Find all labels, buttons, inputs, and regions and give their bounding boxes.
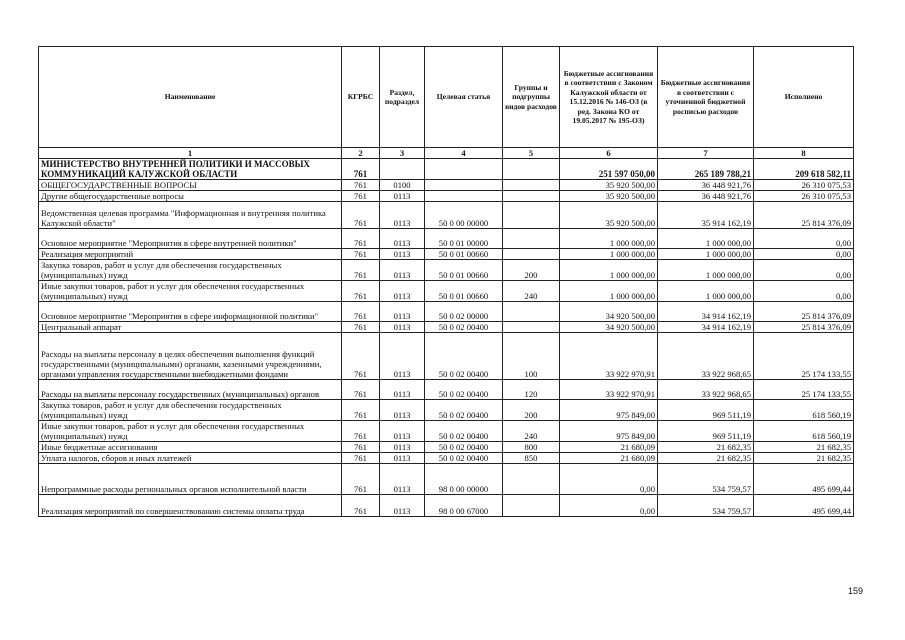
cell-zakon: 0,00 [560, 464, 658, 495]
cell-statya: 50 0 02 00400 [425, 421, 503, 442]
cell-kgrbs: 761 [342, 191, 380, 202]
cell-statya [425, 159, 503, 180]
cell-vid [503, 159, 560, 180]
cell-kgrbs: 761 [342, 453, 380, 464]
budget-table-container [38, 46, 853, 517]
cell-statya [425, 191, 503, 202]
cell-utoch: 534 759,57 [658, 464, 754, 495]
cell-name: Расходы на выплаты персоналу в целях обеспечения выполнения функций государственными (муниципальными) органами, казенными учреждениями, органами управления государственными внебюджетными фондами [39, 333, 342, 380]
cell-zakon: 35 920 500,00 [560, 191, 658, 202]
cell-kgrbs: 761 [342, 495, 380, 517]
cell-utoch: 969 511,19 [658, 400, 754, 421]
table-row [39, 281, 854, 302]
cell-isp: 495 699,44 [754, 495, 854, 517]
cell-utoch: 1 000 000,00 [658, 229, 754, 249]
cell-razdel: 0113 [380, 333, 425, 380]
table-row [39, 249, 854, 260]
cell-kgrbs: 761 [342, 400, 380, 421]
cell-razdel [380, 159, 425, 180]
cell-vid: 100 [503, 333, 560, 380]
cell-vid [503, 180, 560, 191]
cell-razdel: 0113 [380, 453, 425, 464]
cell-zakon: 21 680,09 [560, 442, 658, 453]
table-row [39, 380, 854, 400]
cell-vid: 800 [503, 442, 560, 453]
cell-name: Иные закупки товаров, работ и услуг для обеспечения государственных (муниципальных) нужд [39, 421, 342, 442]
cell-vid [503, 202, 560, 229]
cell-zakon: 34 920 500,00 [560, 302, 658, 322]
cell-zakon: 34 920 500,00 [560, 322, 658, 333]
cell-zakon: 33 922 970,91 [560, 380, 658, 400]
cell-isp: 618 560,19 [754, 421, 854, 442]
cell-vid: 240 [503, 421, 560, 442]
cell-statya: 50 0 02 00000 [425, 302, 503, 322]
cell-zakon: 1 000 000,00 [560, 281, 658, 302]
cell-isp: 25 814 376,09 [754, 302, 854, 322]
cell-isp: 25 174 133,55 [754, 333, 854, 380]
cell-zakon: 1 000 000,00 [560, 249, 658, 260]
column-number: 1 [39, 148, 342, 159]
page-number: 159 [848, 586, 864, 596]
column-numbers-row [39, 148, 854, 159]
cell-vid: 850 [503, 453, 560, 464]
cell-razdel: 0113 [380, 202, 425, 229]
column-number: 6 [560, 148, 658, 159]
table-row [39, 400, 854, 421]
table-row [39, 464, 854, 495]
cell-razdel: 0113 [380, 421, 425, 442]
header-name: Наименование [39, 47, 342, 148]
cell-name: Реализация мероприятий по совершенствованию системы оплаты труда [39, 495, 342, 517]
cell-statya: 50 0 02 00400 [425, 400, 503, 421]
cell-zakon: 35 920 500,00 [560, 180, 658, 191]
cell-razdel: 0113 [380, 322, 425, 333]
cell-vid [503, 464, 560, 495]
cell-razdel: 0113 [380, 495, 425, 517]
cell-razdel: 0113 [380, 464, 425, 495]
cell-isp: 25 814 376,09 [754, 202, 854, 229]
cell-kgrbs: 761 [342, 302, 380, 322]
cell-statya: 50 0 01 00660 [425, 281, 503, 302]
cell-zakon: 1 000 000,00 [560, 229, 658, 249]
column-number: 2 [342, 148, 380, 159]
table-row [39, 260, 854, 281]
column-number: 5 [503, 148, 560, 159]
cell-isp: 21 682,35 [754, 442, 854, 453]
header-isp: Исполнено [754, 47, 854, 148]
table-row [39, 453, 854, 464]
cell-zakon: 21 680,09 [560, 453, 658, 464]
cell-name: Непрограммные расходы региональных органов исполнительной власти [39, 464, 342, 495]
cell-name: Иные бюджетные ассигнования [39, 442, 342, 453]
cell-utoch: 33 922 968,65 [658, 333, 754, 380]
cell-isp: 26 310 075,53 [754, 191, 854, 202]
cell-statya: 98 0 00 67000 [425, 495, 503, 517]
header-razdel: Раздел, подраздел [380, 47, 425, 148]
cell-statya: 50 0 01 00660 [425, 260, 503, 281]
cell-utoch: 35 914 162,19 [658, 202, 754, 229]
cell-kgrbs: 761 [342, 442, 380, 453]
cell-vid [503, 229, 560, 249]
cell-utoch: 34 914 162,19 [658, 302, 754, 322]
cell-utoch: 36 448 921,76 [658, 191, 754, 202]
ministry-row [39, 159, 854, 180]
cell-name: Уплата налогов, сборов и иных платежей [39, 453, 342, 464]
cell-utoch: 534 759,57 [658, 495, 754, 517]
cell-razdel: 0113 [380, 249, 425, 260]
cell-statya: 50 0 00 00000 [425, 202, 503, 229]
cell-utoch: 969 511,19 [658, 421, 754, 442]
cell-kgrbs: 761 [342, 159, 380, 180]
cell-kgrbs: 761 [342, 421, 380, 442]
column-number: 4 [425, 148, 503, 159]
cell-name: Иные закупки товаров, работ и услуг для обеспечения государственных (муниципальных) нужд [39, 281, 342, 302]
cell-utoch: 34 914 162,19 [658, 322, 754, 333]
cell-vid: 200 [503, 400, 560, 421]
header-row [39, 47, 854, 148]
table-row [39, 302, 854, 322]
cell-name: Другие общегосударственные вопросы [39, 191, 342, 202]
cell-zakon: 251 597 050,00 [560, 159, 658, 180]
cell-isp: 25 814 376,09 [754, 322, 854, 333]
cell-statya: 50 0 02 00400 [425, 380, 503, 400]
cell-name: ОБЩЕГОСУДАРСТВЕННЫЕ ВОПРОСЫ [39, 180, 342, 191]
cell-isp: 0,00 [754, 229, 854, 249]
cell-isp: 209 618 582,11 [754, 159, 854, 180]
cell-name: Закупка товаров, работ и услуг для обеспечения государственных (муниципальных) нужд [39, 260, 342, 281]
cell-statya: 98 0 00 00000 [425, 464, 503, 495]
cell-name: Основное мероприятие "Мероприятия в сфере информационной политики" [39, 302, 342, 322]
table-row [39, 202, 854, 229]
cell-vid [503, 249, 560, 260]
cell-kgrbs: 761 [342, 380, 380, 400]
cell-razdel: 0113 [380, 442, 425, 453]
cell-isp: 495 699,44 [754, 464, 854, 495]
cell-statya: 50 0 02 00400 [425, 322, 503, 333]
cell-utoch: 265 189 788,21 [658, 159, 754, 180]
cell-razdel: 0100 [380, 180, 425, 191]
table-row [39, 191, 854, 202]
cell-statya: 50 0 02 00400 [425, 333, 503, 380]
cell-isp: 21 682,35 [754, 453, 854, 464]
cell-zakon: 35 920 500,00 [560, 202, 658, 229]
cell-vid: 120 [503, 380, 560, 400]
cell-vid: 240 [503, 281, 560, 302]
header-utoch: Бюджетные ассигнования в соответствии с уточненной бюджетной росписью расходов [658, 47, 754, 148]
cell-statya: 50 0 01 00000 [425, 229, 503, 249]
column-number: 8 [754, 148, 854, 159]
cell-vid [503, 495, 560, 517]
table-row [39, 421, 854, 442]
cell-kgrbs: 761 [342, 249, 380, 260]
cell-isp: 25 174 133,55 [754, 380, 854, 400]
cell-zakon: 33 922 970,91 [560, 333, 658, 380]
table-row [39, 442, 854, 453]
cell-isp: 0,00 [754, 249, 854, 260]
cell-razdel: 0113 [380, 281, 425, 302]
cell-kgrbs: 761 [342, 333, 380, 380]
cell-vid [503, 191, 560, 202]
cell-isp: 0,00 [754, 260, 854, 281]
cell-utoch: 1 000 000,00 [658, 281, 754, 302]
cell-razdel: 0113 [380, 191, 425, 202]
cell-isp: 0,00 [754, 281, 854, 302]
cell-utoch: 36 448 921,76 [658, 180, 754, 191]
cell-zakon: 975 849,00 [560, 421, 658, 442]
cell-isp: 26 310 075,53 [754, 180, 854, 191]
cell-statya: 50 0 02 00400 [425, 453, 503, 464]
header-statya: Целевая статья [425, 47, 503, 148]
cell-statya: 50 0 02 00400 [425, 442, 503, 453]
column-number: 7 [658, 148, 754, 159]
cell-kgrbs: 761 [342, 322, 380, 333]
header-zakon: Бюджетные ассигнования в соответствии с Законом Калужской области от 15.12.2016 № 146-ОЗ (в ред. Закона КО от 19.05.2017 № 195-ОЗ) [560, 47, 658, 148]
cell-name: Центральный аппарат [39, 322, 342, 333]
header-vid: Группы и подгруппы видов расходов [503, 47, 560, 148]
cell-statya [425, 180, 503, 191]
cell-isp: 618 560,19 [754, 400, 854, 421]
cell-kgrbs: 761 [342, 229, 380, 249]
table-row [39, 322, 854, 333]
cell-kgrbs: 761 [342, 202, 380, 229]
cell-utoch: 1 000 000,00 [658, 260, 754, 281]
cell-kgrbs: 761 [342, 281, 380, 302]
cell-kgrbs: 761 [342, 260, 380, 281]
cell-razdel: 0113 [380, 260, 425, 281]
table-row [39, 229, 854, 249]
cell-statya: 50 0 01 00660 [425, 249, 503, 260]
cell-zakon: 975 849,00 [560, 400, 658, 421]
budget-table [38, 46, 854, 517]
cell-razdel: 0113 [380, 229, 425, 249]
cell-razdel: 0113 [380, 400, 425, 421]
header-kgrbs: КГРБС [342, 47, 380, 148]
cell-utoch: 1 000 000,00 [658, 249, 754, 260]
cell-name: Реализация мероприятий [39, 249, 342, 260]
cell-razdel: 0113 [380, 380, 425, 400]
cell-utoch: 21 682,35 [658, 453, 754, 464]
table-row [39, 333, 854, 380]
cell-zakon: 1 000 000,00 [560, 260, 658, 281]
column-number: 3 [380, 148, 425, 159]
cell-kgrbs: 761 [342, 464, 380, 495]
cell-kgrbs: 761 [342, 180, 380, 191]
cell-name: Закупка товаров, работ и услуг для обеспечения государственных (муниципальных) нужд [39, 400, 342, 421]
cell-name: Ведомственная целевая программа "Информационная и внутренняя политика Калужской области" [39, 202, 342, 229]
table-row [39, 495, 854, 517]
cell-razdel: 0113 [380, 302, 425, 322]
table-row [39, 180, 854, 191]
cell-name: МИНИСТЕРСТВО ВНУТРЕННЕЙ ПОЛИТИКИ И МАССОВЫХ КОММУНИКАЦИЙ КАЛУЖСКОЙ ОБЛАСТИ [39, 159, 342, 180]
cell-vid [503, 302, 560, 322]
cell-vid: 200 [503, 260, 560, 281]
cell-name: Основное мероприятие "Мероприятия в сфере внутренней политики" [39, 229, 342, 249]
cell-zakon: 0,00 [560, 495, 658, 517]
cell-vid [503, 322, 560, 333]
cell-utoch: 33 922 968,65 [658, 380, 754, 400]
cell-utoch: 21 682,35 [658, 442, 754, 453]
cell-name: Расходы на выплаты персоналу государственных (муниципальных) органов [39, 380, 342, 400]
